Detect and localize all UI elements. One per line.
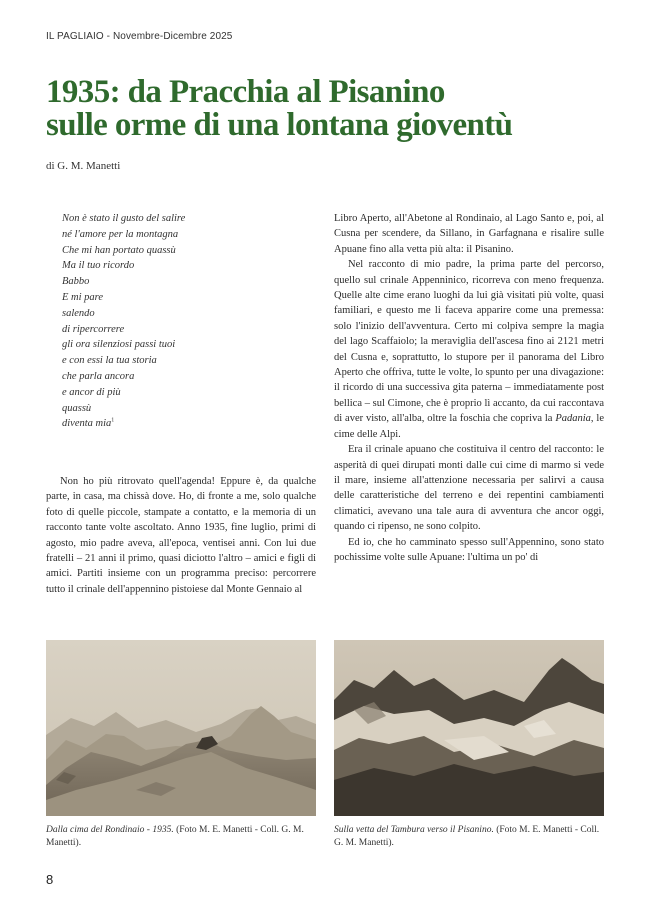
article-title-line-2: sulle orme di una lontana gioventù: [46, 107, 513, 143]
paragraph-text: , le cime delle Alpi.: [334, 413, 605, 440]
poem-line: e ancor di più: [62, 386, 121, 398]
poem-line: Non è stato il gusto del salire: [62, 213, 186, 224]
poem-line: di ripercorrere: [62, 323, 125, 335]
poem-line: Che mi han portato quassù: [62, 244, 176, 256]
mountain-photo-sepia: [46, 640, 316, 816]
body-paragraph: [334, 257, 604, 442]
caption-title: Dalla cima del Rondinaio - 1935.: [46, 825, 174, 835]
photo-tambura-summit: [334, 640, 604, 816]
photo-caption-left: [46, 824, 318, 850]
article-author: di G. M. Manetti: [46, 160, 121, 172]
poem-line: e con essi la tua storia: [62, 355, 157, 367]
poem-line: [62, 416, 312, 432]
body-paragraph: Non ho più ritrovato quell'agenda! Eppure è, da qualche parte, in casa, ma chissà dove. Ho, di fronte a me, solo qualche foto di quelle piccole, stampate a contatto, e la memoria di un racconto tante volte ascoltato. Anno 1935, fine luglio, primi di agosto, mio padre aveva, all'epoca, ventisei anni. Con lui due fratelli – 21 anni il primo, quasi diciotto l'altro – amici e figli di amici. Partiti insieme con un programma preciso: percorrere tutto il crinale dell'appennino pistoiese dal Monte Gennaio al: [46, 476, 316, 595]
running-header: IL PAGLIAIO - Novembre-Dicembre 2025: [46, 31, 233, 42]
poem-line: Babbo: [62, 276, 90, 288]
poem-line: Ma il tuo ricordo: [62, 260, 135, 272]
mountain-photo-sepia: [334, 640, 604, 816]
poem-line-text: diventa mia: [62, 418, 112, 430]
epigraph-poem: [62, 211, 312, 432]
photo-rondinaio-summit: [46, 640, 316, 816]
italic-term: Padania: [555, 413, 591, 425]
footnote-marker[interactable]: 1: [111, 417, 115, 424]
paragraph-text: Nel racconto di mio padre, la prima parte del percorso, quello sul crinale Appenninico, ricorreva con meno frequenza. Quelle alte cime erano luoghi da lui già visitati più volte, quasi familiari, e questo me li faceva apparire come una premessa: solo l'inizio dell'avventura. Certo mi colpiva sempre la magia del lago Scaffaiolo; la meraviglia dell'ascesa fino ai 2121 metri del Cusna e, soprattutto, lo stupore per il panorama del Libro Aperto che offriva, tutte le volte, lo spunto per una divagazione: il ricordo di una successiva gita paterna – immediatamente post bellica – sul Cimone, che è proprio lì accanto, da cui raccontava di aver visto, all'alba, oltre la foschia che copriva la: [334, 259, 604, 425]
caption-title: Sulla vetta del Tambura verso il Pisanino.: [334, 825, 494, 835]
page-number: 8: [46, 872, 54, 887]
poem-line: E mi pare: [62, 291, 104, 303]
article-title: [46, 76, 606, 142]
photo-caption-right: [334, 824, 606, 850]
caption-credit: (Foto M. E. Manetti - Coll. G. M. Manetti).: [46, 825, 304, 848]
body-column-left: [46, 474, 316, 597]
article-title-line-1: 1935: da Pracchia al Pisanino: [46, 74, 445, 110]
body-paragraph: Ed io, che ho camminato spesso sull'Appennino, sono stato pochissime volte sulle Apuane: l'ultima un po' di: [334, 536, 604, 563]
poem-line: gli ora silenziosi passi tuoi: [62, 339, 176, 351]
poem-line: che parla ancora: [62, 370, 135, 382]
body-paragraph: Era il crinale apuano che costituiva il centro del racconto: le asperità di quei dirupati monti dalle cui cime di marmo si vede il mare, insieme all'attenzione necessaria per salirvi a causa delle caratteristiche del terreno e dei repentini cambiamenti climatici, avevano una tale aura di avventura che ancor oggi, quando ci ripenso, ne sono colpito.: [334, 444, 604, 533]
caption-credit: (Foto M. E. Manetti - Coll. G. M. Manetti).: [334, 825, 600, 848]
body-paragraph: Libro Aperto, all'Abetone al Rondinaio, al Lago Santo e, poi, al Cusna per scendere, da Sillano, in Garfagnana e risalire sulle Apuane fino alla vetta più alta: il Pisanino.: [334, 213, 604, 255]
poem-line: quassù: [62, 402, 92, 414]
poem-line: salendo: [62, 307, 95, 319]
poem-line: né l'amore per la montagna: [62, 228, 179, 240]
body-column-right: [334, 211, 604, 565]
